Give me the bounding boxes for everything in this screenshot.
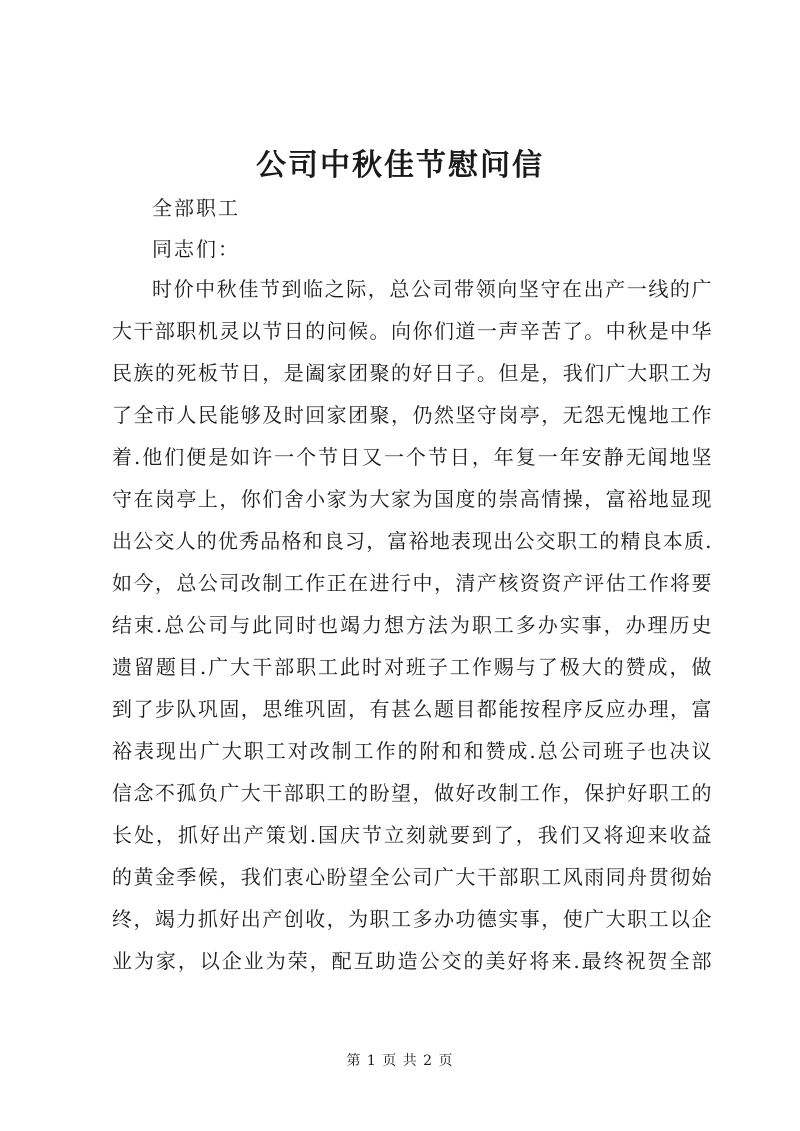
body-line: 守在岗亭上，你们舍小家为大家为国度的崇高情操，富裕地显现	[112, 487, 712, 511]
body-line: 的黄金季候，我们衷心盼望全公司广大干部职工风雨同舟贯彻始	[112, 865, 712, 889]
salutation-greeting: 同志们：	[152, 237, 240, 261]
body-line: 出公交人的优秀品格和良习，富裕地表现出公交职工的精良本质.	[112, 529, 712, 553]
body-line: 裕表现出广大职工对改制工作的附和和赞成.总公司班子也决议	[112, 739, 712, 763]
body-line: 民族的死板节日，是阖家团聚的好日子。但是，我们广大职工为	[112, 361, 712, 385]
body-line: 到了步队巩固，思维巩固，有甚么题目都能按程序反应办理，富	[112, 697, 712, 721]
document-title: 公司中秋佳节慰问信	[256, 148, 544, 183]
body-line: 信念不孤负广大干部职工的盼望，做好改制工作，保护好职工的	[112, 781, 712, 805]
salutation-recipients: 全部职工	[152, 196, 240, 220]
body-line: 长处，抓好出产策划.国庆节立刻就要到了，我们又将迎来收益	[112, 823, 712, 847]
page-number-footer: 第 1 页 共 2 页	[346, 1053, 454, 1069]
body-line: 大干部职机灵以节日的问候。向你们道一声辛苦了。中秋是中华	[112, 319, 712, 343]
body-line: 终，竭力抓好出产创收，为职工多办功德实事，使广大职工以企	[112, 907, 712, 931]
letter-body	[112, 268, 712, 982]
body-line: 业为家，以企业为荣，配互助造公交的美好将来.最终祝贺全部	[112, 949, 712, 973]
body-line: 遗留题目.广大干部职工此时对班子工作赐与了极大的赞成，做	[112, 655, 712, 679]
body-line: 结束.总公司与此同时也竭力想方法为职工多办实事，办理历史	[112, 613, 712, 637]
body-line: 如今，总公司改制工作正在进行中，清产核资资产评估工作将要	[112, 571, 712, 595]
body-line: 时价中秋佳节到临之际，总公司带领向坚守在出产一线的广	[152, 277, 712, 301]
body-line: 了全市人民能够及时回家团聚，仍然坚守岗亭，无怨无愧地工作	[112, 403, 712, 427]
body-line: 着.他们便是如许一个节日又一个节日，年复一年安静无闻地坚	[112, 445, 712, 469]
